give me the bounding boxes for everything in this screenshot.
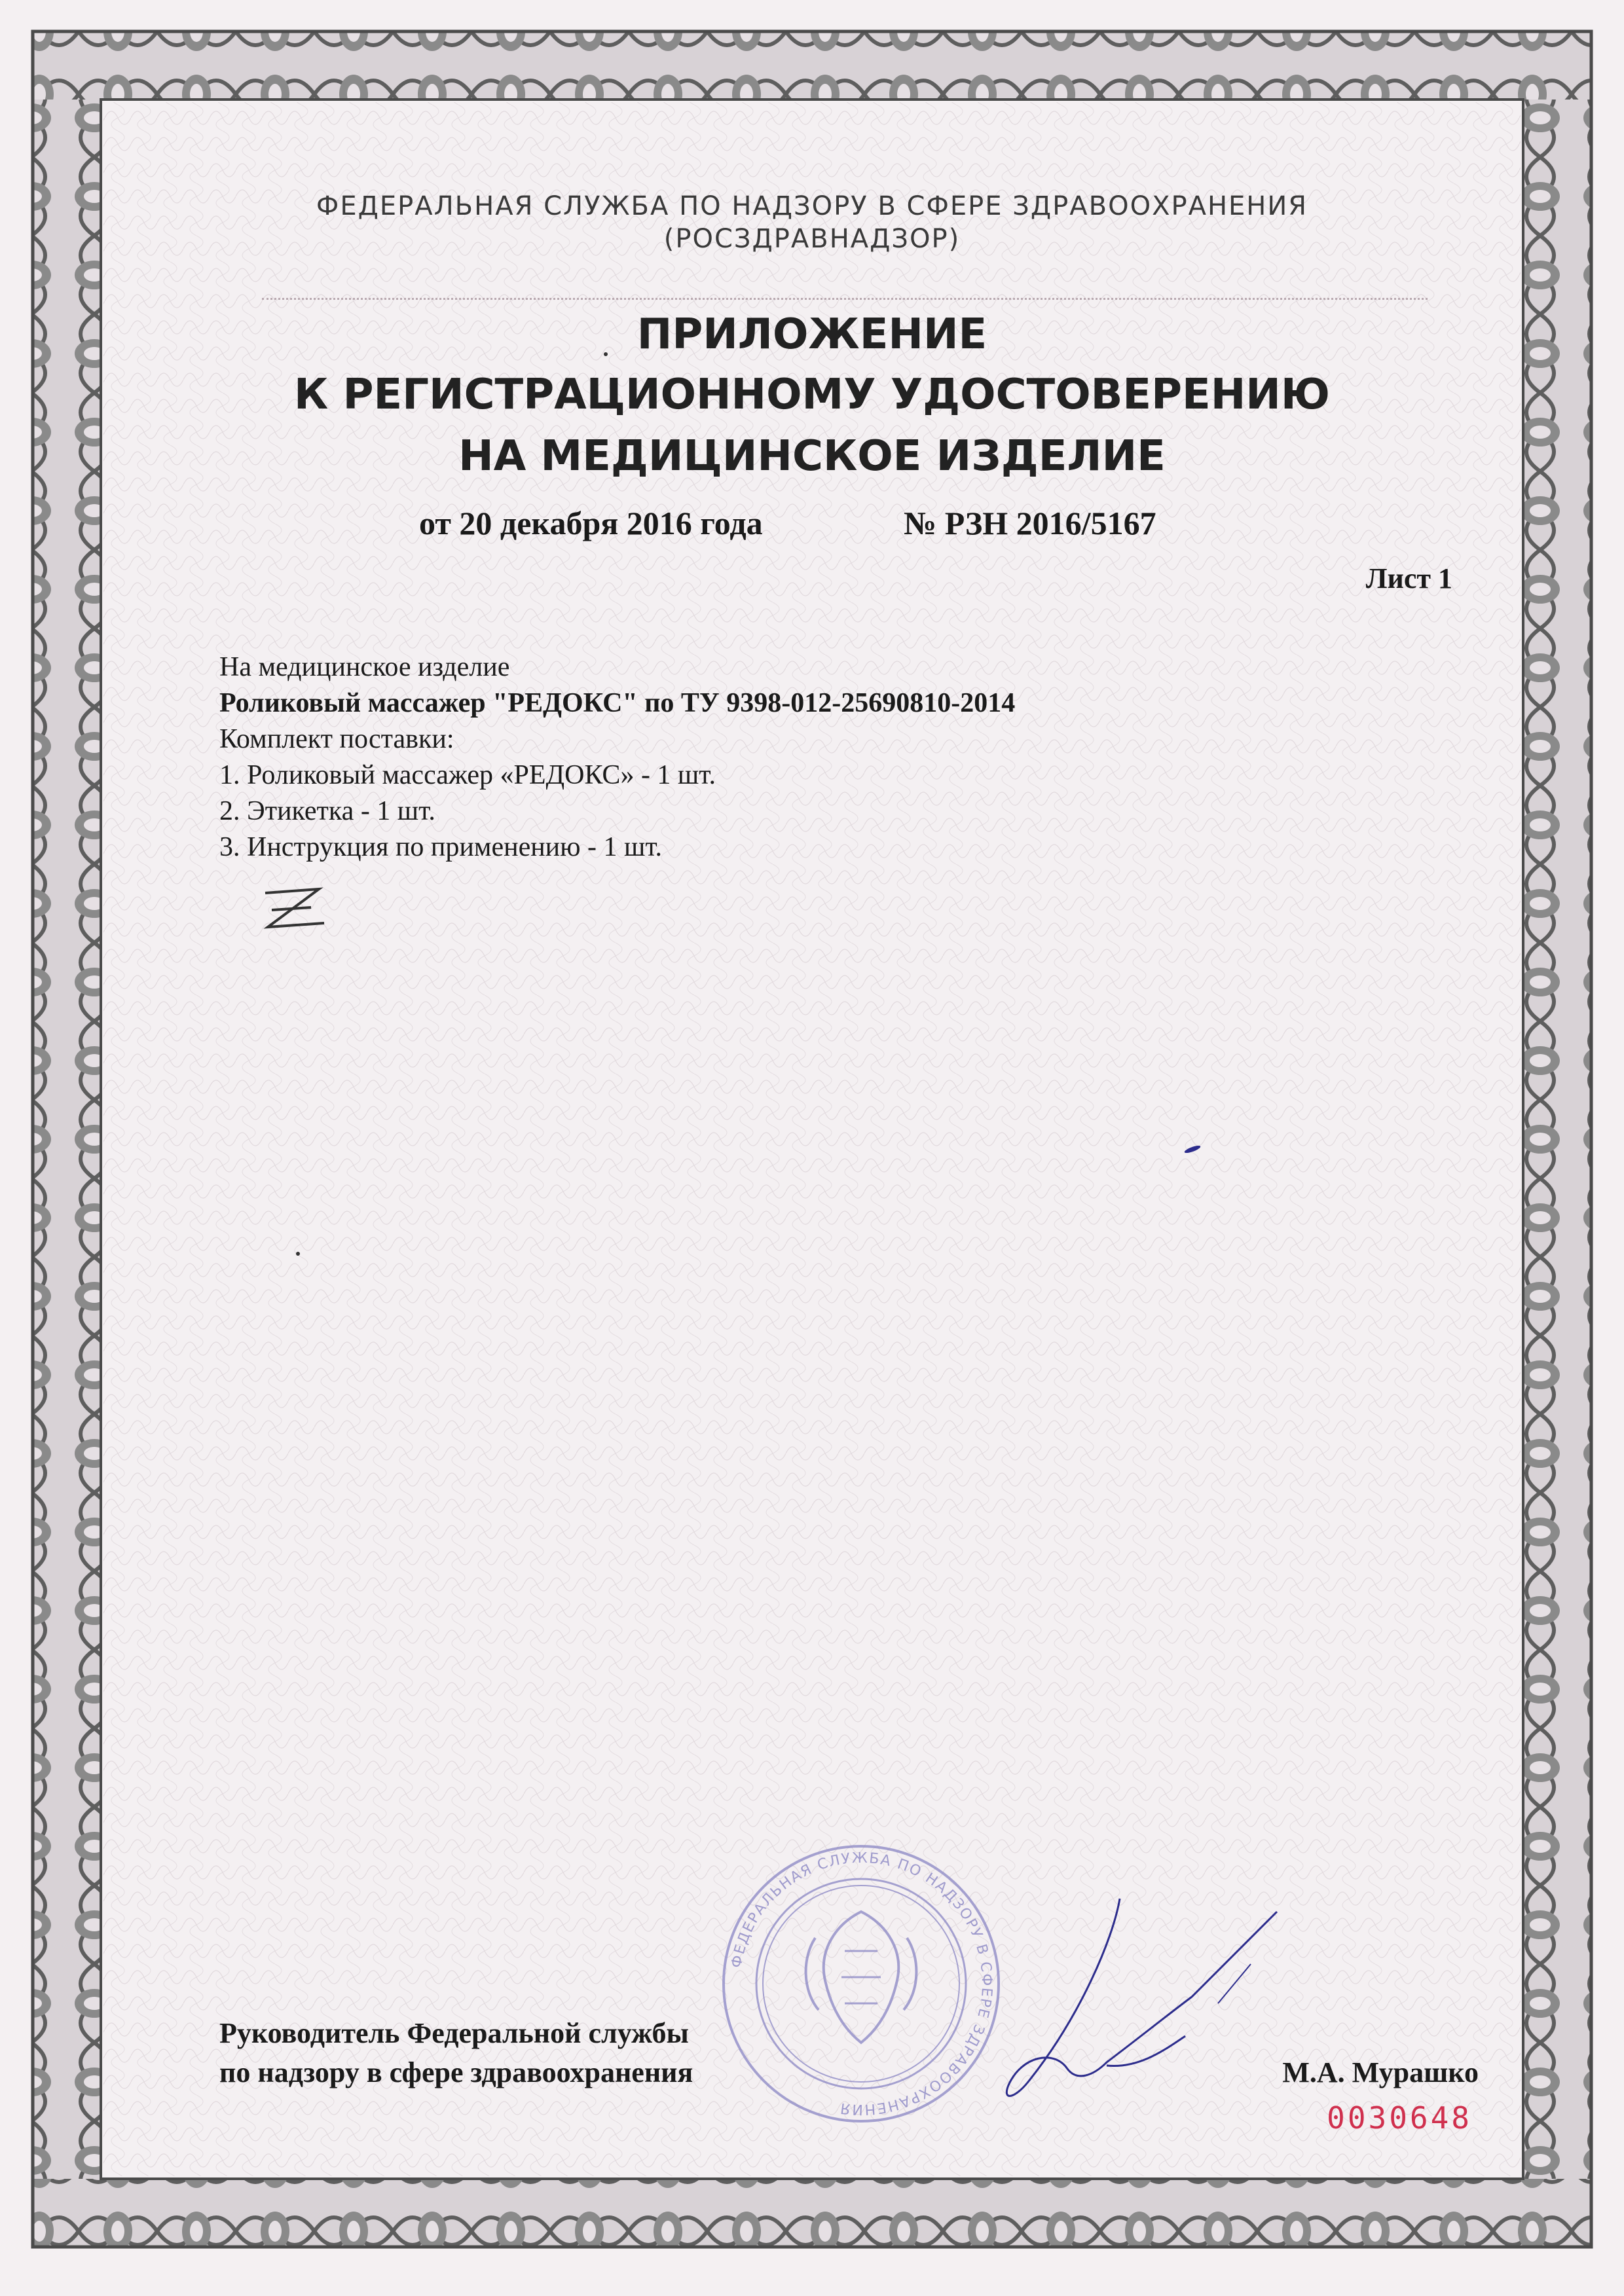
sheet-number: Лист 1 — [1365, 562, 1452, 594]
signer-name: М.А. Мурашко — [1282, 2056, 1479, 2088]
kit-item: 1. Роликовый массажер «РЕДОКС» - 1 шт. — [219, 760, 716, 790]
signer-title-line1: Руководитель Федеральной службы — [219, 2017, 689, 2049]
header-divider — [262, 298, 1428, 300]
product-name: Роликовый массажер "РЕДОКС" по ТУ 9398-012-25690810-2014 — [219, 688, 1016, 718]
kit-label: Комплект поставки: — [219, 724, 454, 754]
svg-text:ФЕДЕРАЛЬНАЯ СЛУЖБА ПО НАДЗОРУ: ФЕДЕРАЛЬНАЯ СЛУЖБА ПО НАДЗОРУ В СФЕРЕ ЗДРАВООХРАНЕНИЯ — [728, 1850, 995, 2118]
ink-speck — [604, 352, 608, 356]
ink-speck — [296, 1252, 300, 1256]
issue-date: от 20 декабря 2016 года — [419, 505, 763, 541]
kit-item: 2. Этикетка - 1 шт. — [219, 796, 435, 826]
agency-abbreviation: (РОСЗДРАВНАДЗОР) — [663, 224, 961, 254]
document-title: ПРИЛОЖЕНИЕ — [637, 310, 987, 359]
intro-text: На медицинское изделие — [219, 652, 510, 682]
signer-title-line2: по надзору в сфере здравоохранения — [219, 2056, 693, 2088]
kit-item: 3. Инструкция по применению - 1 шт. — [219, 832, 663, 862]
signature-icon — [969, 1886, 1310, 2121]
registration-number: № РЗН 2016/5167 — [904, 505, 1156, 541]
document-subtitle-line1: К РЕГИСТРАЦИОННОМУ УДОСТОВЕРЕНИЮ — [294, 371, 1330, 419]
serial-number: 0030648 — [1327, 2100, 1472, 2136]
document-subtitle-line2: НА МЕДИЦИНСКОЕ ИЗДЕЛИЕ — [458, 432, 1166, 481]
z-mark-icon — [259, 884, 331, 936]
agency-name: ФЕДЕРАЛЬНАЯ СЛУЖБА ПО НАДЗОРУ В СФЕРЕ ЗДРАВООХРАНЕНИЯ — [316, 191, 1308, 221]
